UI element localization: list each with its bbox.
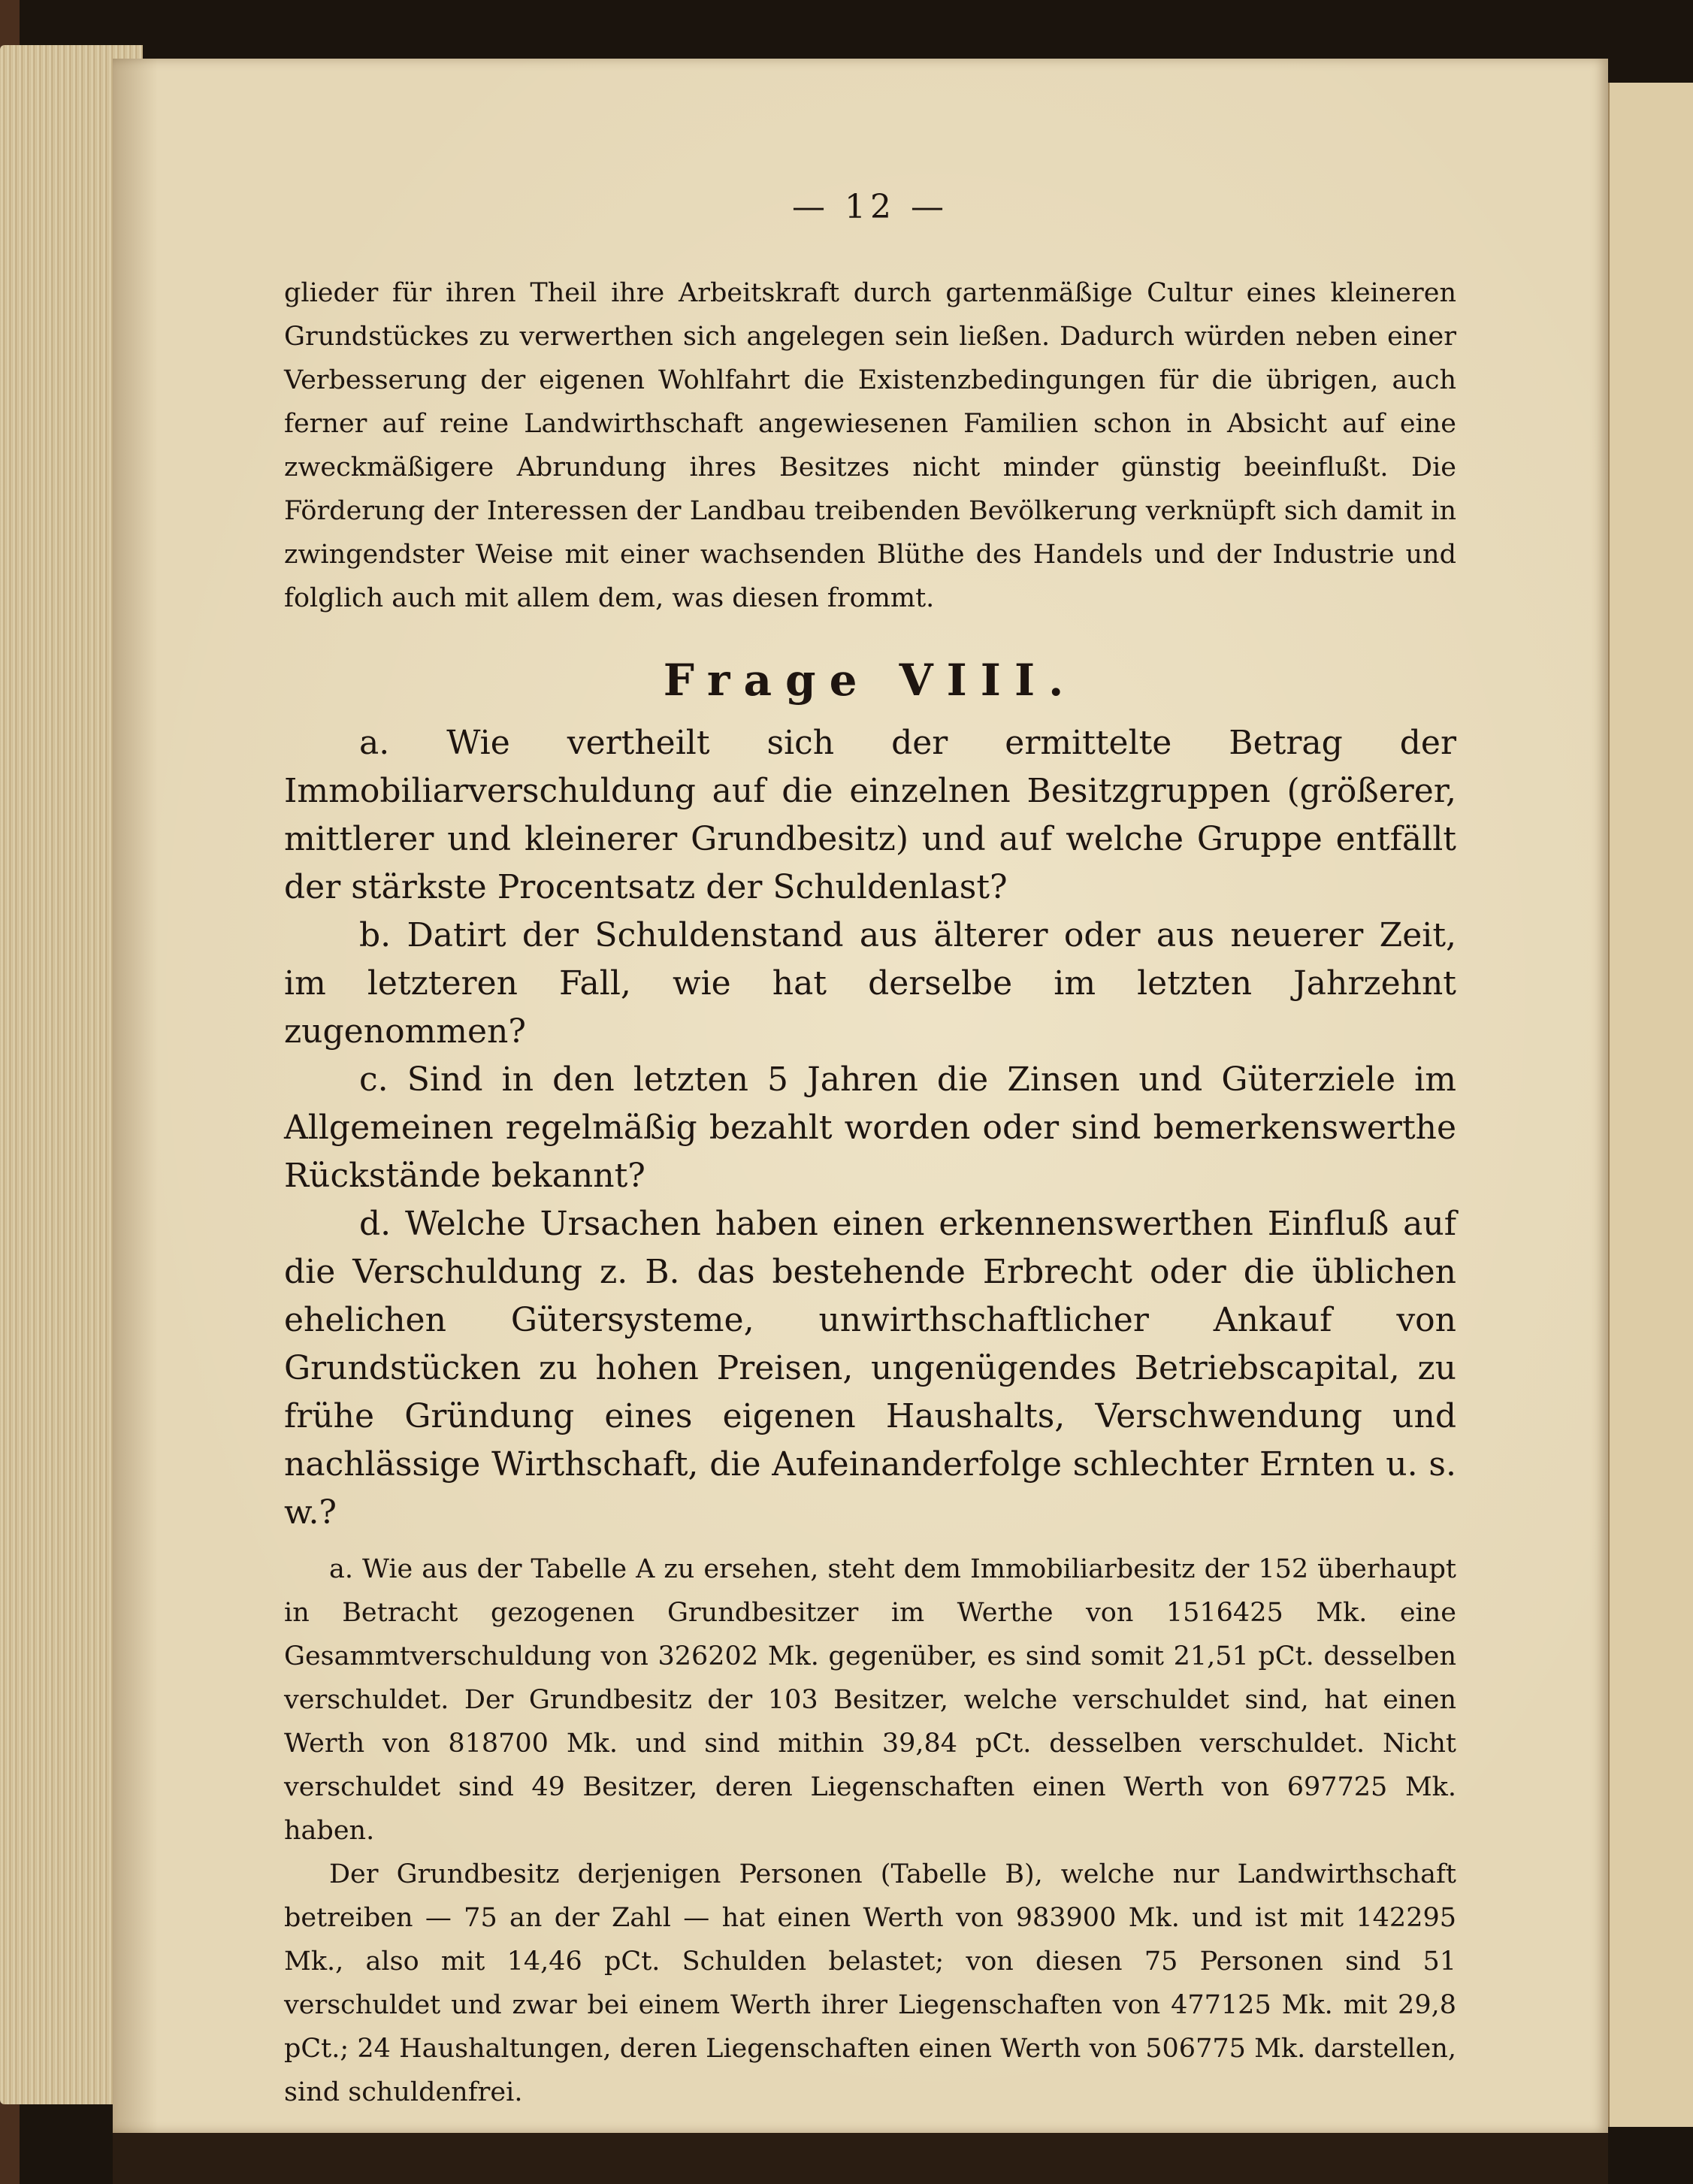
question-a bbox=[284, 719, 1456, 912]
question-text: Welche Ursachen haben einen erkennenswerthen Einfluß auf die Verschuldung z. B. das bestehende Erbrecht oder die üblichen ehelichen Gütersysteme, unwirthschaftlicher Ankauf von Grundstücken zu hohen Preisen, ungenügendes Betriebscapital, zu frühe Gründung eines eigenen Haushalts, Verschwendung und nachlässige Wirthschaft, die Aufeinanderfolge schlechter Ernten u. s. w.? bbox=[284, 1205, 1456, 1532]
question-label: c. bbox=[359, 1060, 388, 1099]
question-label: b. bbox=[359, 916, 392, 954]
question-b bbox=[284, 912, 1456, 1056]
facing-page-edge bbox=[1608, 83, 1693, 2127]
answer-paragraph-2: Der Grundbesitz derjenigen Personen (Tabelle B), welche nur Landwirthschaft betreiben — 75 an der Zahl — hat einen Werth von 983900 Mk. und ist mit 142295 Mk., also mit 14,46 pCt. Schulden belastet; von diesen 75 Personen sind 51 verschuldet und zwar bei einem Werth ihrer Liegenschaften von 477125 Mk. mit 29,8 pCt.; 24 Haushaltungen, deren Liegenschaften einen Werth von 506775 Mk. darstellen, sind schuldenfrei. bbox=[284, 1859, 1456, 2107]
section-heading: Frage VIII. bbox=[663, 655, 1078, 706]
question-text: Sind in den letzten 5 Jahren die Zinsen und Güterziele im Allgemeinen regelmäßig bezahlt worden oder sind bemerkenswerthe Rückstände bekannt? bbox=[284, 1060, 1456, 1195]
page-content bbox=[284, 188, 1456, 2114]
question-label: a. bbox=[359, 724, 390, 762]
answer-paragraph-1 bbox=[284, 1547, 1456, 1853]
page-number: — 12 — bbox=[792, 188, 948, 226]
intro-paragraph: glieder für ihren Theil ihre Arbeitskraft durch gartenmäßige Cultur eines kleineren Grundstückes zu verwerthen sich angelegen sein ließen. Dadurch würden neben einer Verbesserung der eigenen Wohlfahrt die Existenzbedingungen für die übrigen, auch ferner auf reine Landwirthschaft angewiesenen Familien schon in Absicht auf eine zweckmäßigere Abrundung ihres Besitzes nicht minder günstig beeinflußt. Die Förderung der Interessen der Landbau treibenden Bevölkerung verknüpft sich damit in zwingendster Weise mit einer wachsenden Blüthe des Handels und der Industrie und folglich auch mit allem dem, was diesen frommt. bbox=[284, 278, 1456, 613]
question-text: Datirt der Schuldenstand aus älterer oder aus neuerer Zeit, im letzteren Fall, wie hat derselbe im letzten Jahrzehnt zugenommen? bbox=[284, 916, 1456, 1051]
question-c bbox=[284, 1056, 1456, 1200]
question-text: Wie vertheilt sich der ermittelte Betrag der Immobiliarverschuldung auf die einzelnen Besitzgruppen (größerer, mittlerer und kleinerer Grundbesitz) und auf welche Gruppe entfällt der stärkste Procentsatz der Schuldenlast? bbox=[284, 724, 1456, 906]
question-label: d. bbox=[359, 1205, 392, 1243]
question-d bbox=[284, 1200, 1456, 1537]
page-bottom-shadow bbox=[113, 2133, 1608, 2184]
answer-text: Wie aus der Tabelle A zu ersehen, steht dem Immobiliarbesitz der 152 überhaupt in Betracht gezogenen Grundbesitzer im Werthe von 1516425 Mk. eine Gesammtverschuldung von 326202 Mk. gegenüber, es sind somit 21,51 pCt. desselben verschuldet. Der Grundbesitz der 103 Besitzer, welche verschuldet sind, hat einen Werth von 818700 Mk. und sind mithin 39,84 pCt. desselben verschuldet. Nicht verschuldet sind 49 Besitzer, deren Liegenschaften einen Werth von 697725 Mk. haben. bbox=[284, 1554, 1456, 1846]
answer-label: a. bbox=[329, 1554, 353, 1584]
